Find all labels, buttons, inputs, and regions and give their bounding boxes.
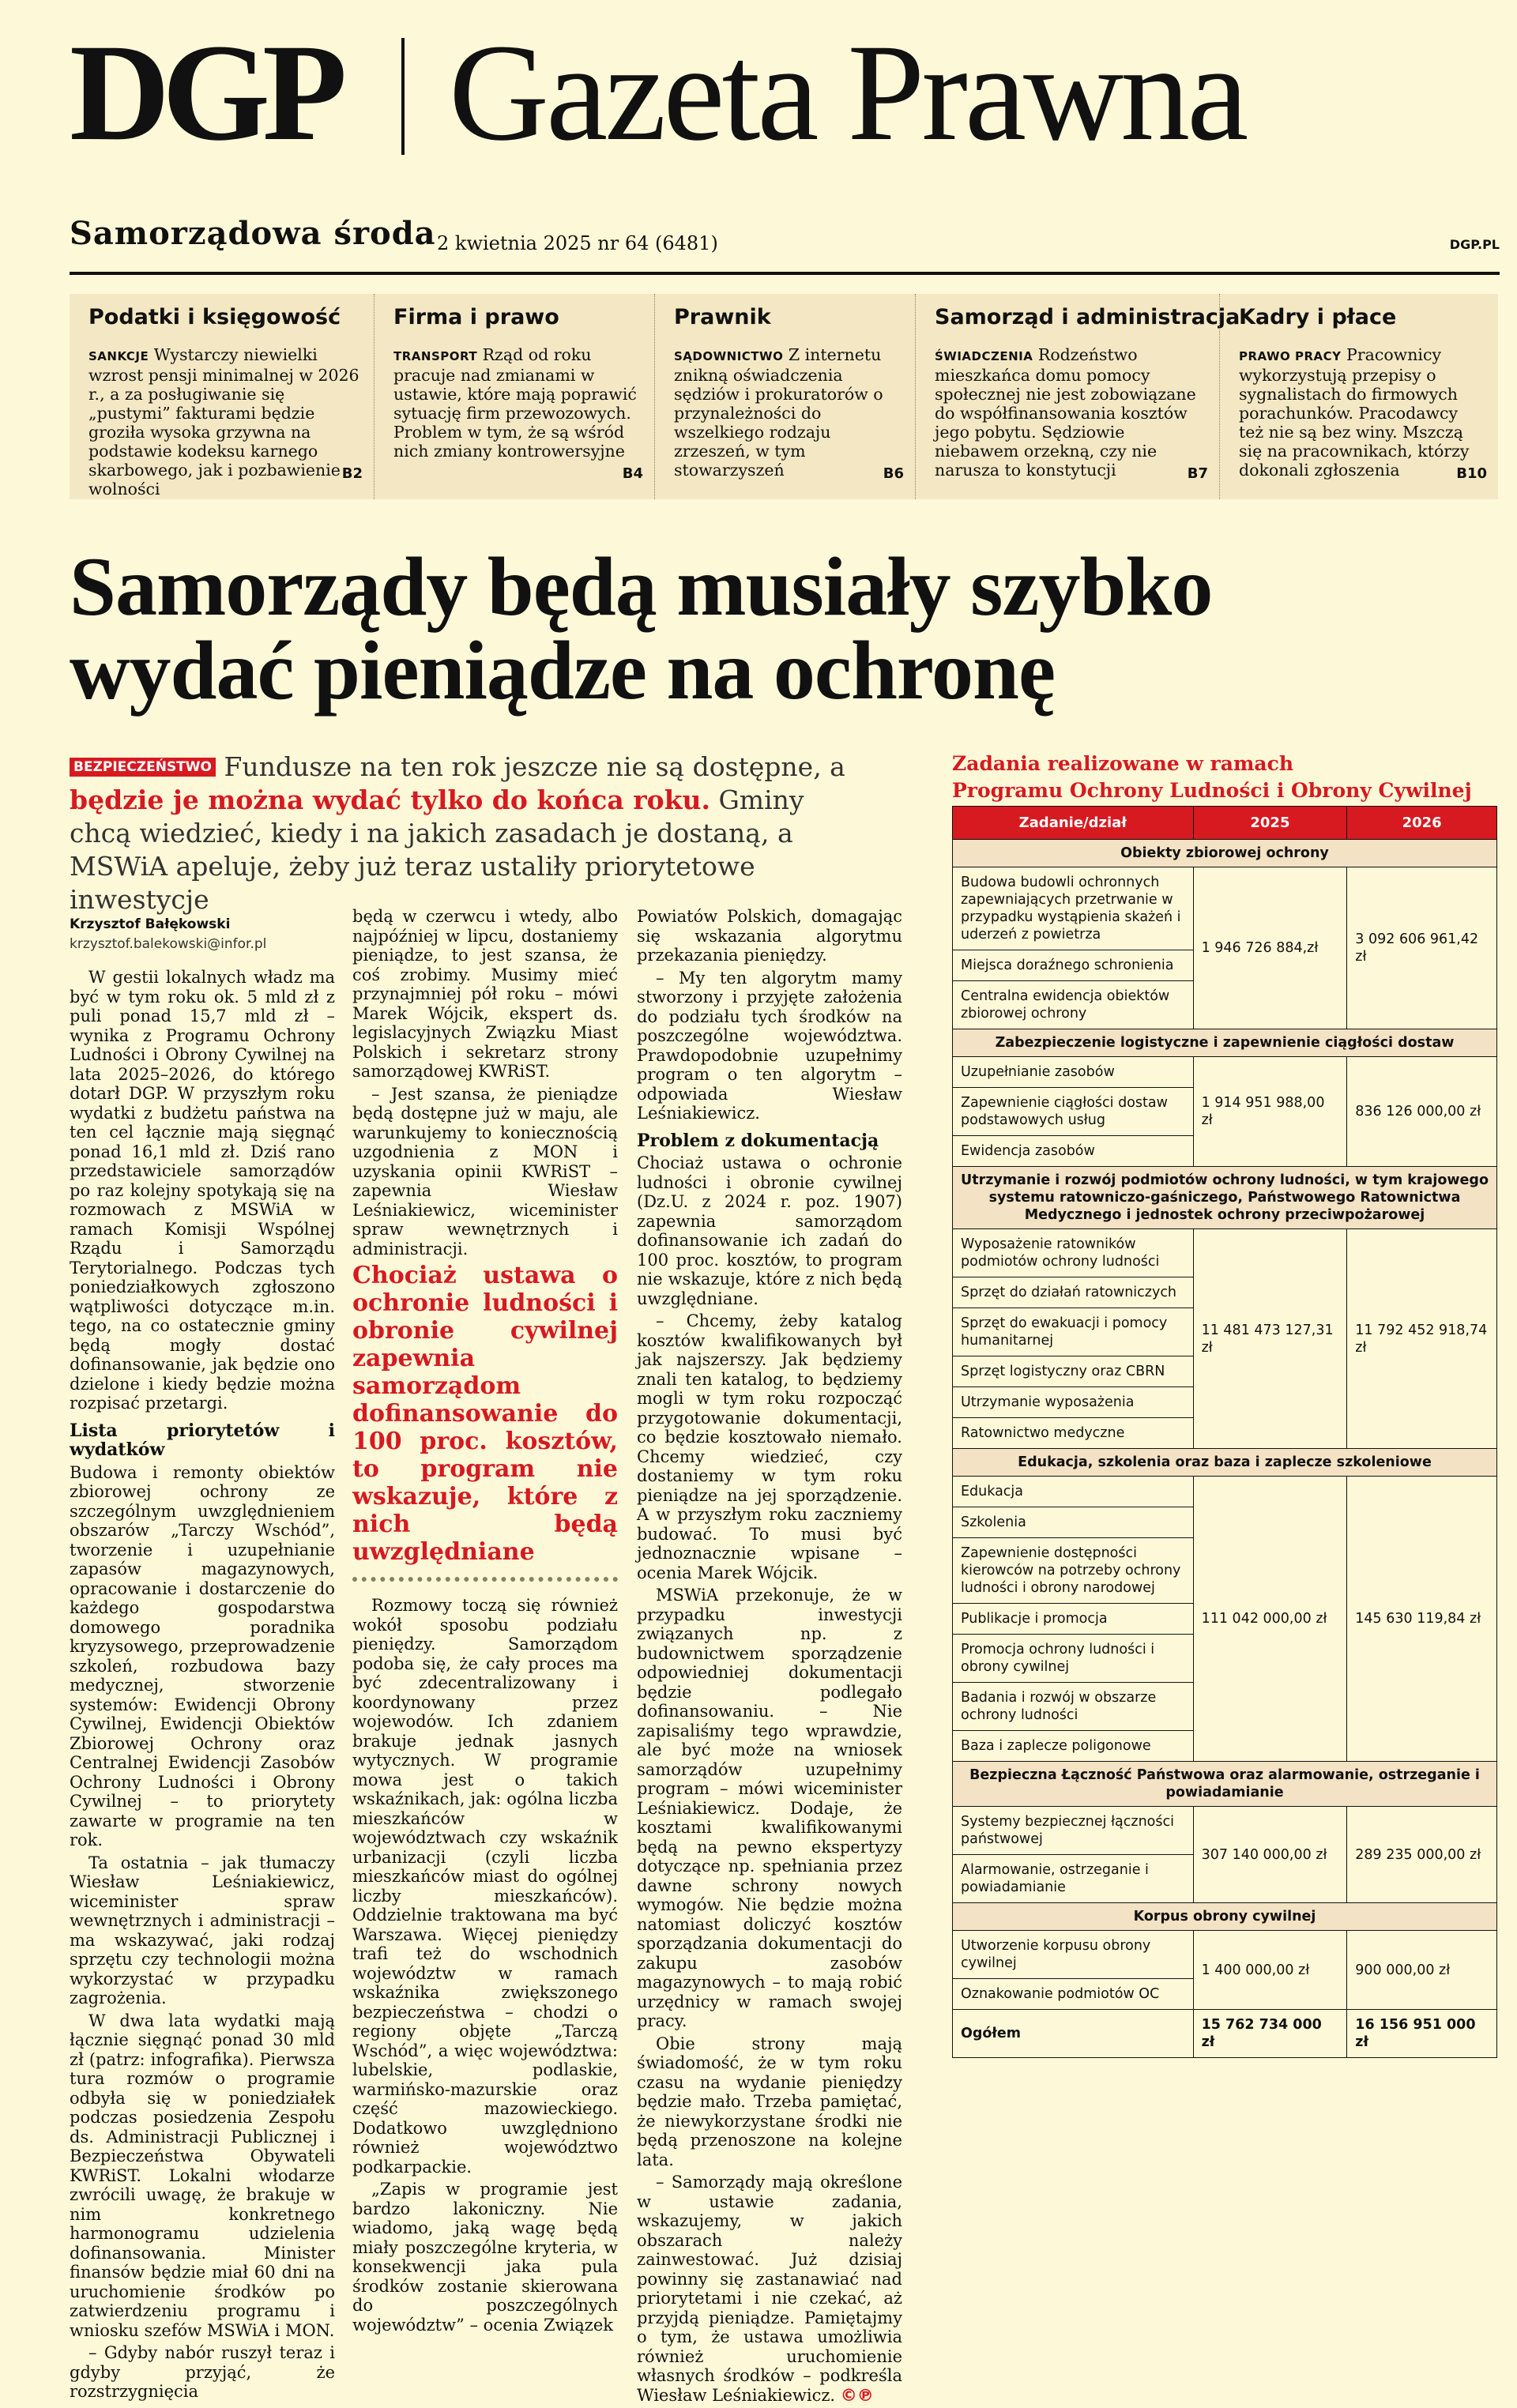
- teaser-title: Firma i prawo: [393, 305, 559, 329]
- teaser-page-ref[interactable]: B6: [883, 465, 904, 482]
- value-2026: 145 630 119,84 zł: [1347, 1477, 1497, 1762]
- paragraph: W gestii lokalnych władz ma być w tym roku ok. 5 mld zł z puli ponad 15,7 mld zł – wynika z Programu Ochrony Ludności i Obrony Cywilnej na lata 2025–2026, do którego dotarł DGP. W przyszłym roku wydatki z budżetu państwa na ten cel łącznie mają sięgnąć ponad 16,1 mld zł. Dziś rano przedstawiciele samorządów po raz kolejny spotykają się na rozmowach z MSWiA w ramach Komisji Wspólnej Rządu i Samorządu Terytorialnego. Podczas tych poniedziałkowych zgłoszono wątpliwości dotyczące m.in. tego, na co ostatecznie gminy będą mogły dostać dofinansowanie, jak będzie ono dzielone i kiedy będzie można rozpisać przetargi.: [70, 968, 335, 1413]
- article-column-1: [70, 915, 335, 2405]
- category-label: Korpus obrony cywilnej: [953, 1903, 1497, 1931]
- teaser-item[interactable]: [915, 294, 1240, 499]
- paragraph: Obie strony mają świadomość, że w tym roku czasu na wydanie pieniędzy będzie mało. Trzeba pamiętać, że niewykorzystane środki nie będą przenoszone na kolejne lata.: [637, 2034, 902, 2169]
- table-header-row: [953, 807, 1497, 840]
- lead-text-2: Gminy chcą wiedzieć, kiedy i na jakich zasadach je dostaną, a MSWiA apeluje, żeby już teraz ustaliły priorytetowe inwestycje: [70, 784, 804, 915]
- article-lead: [70, 751, 860, 916]
- task-item: Sprzęt do działań ratowniczych: [953, 1277, 1194, 1308]
- value-2025: 307 140 000,00 zł: [1193, 1807, 1347, 1903]
- paragraph: W dwa lata wydatki mają łącznie sięgnąć ponad 30 mld zł (patrz: infografika). Pierwsza tura rozmów o programie odbyła się w poniedziałek podczas posiedzenia Zespołu ds. Administracji Publicznej i Bezpieczeństwa Obywateli KWRiST. Lokalni włodarze zwrócili uwagę, że brakuje w nim konkretnego harmonogramu udzielenia dofinansowania. Minister finansów będzie miał 60 dni na uruchomienie środków po zatwierdzeniu programu i wniosku szefów MSWiA i MON.: [70, 2011, 335, 2340]
- task-item: Uzupełnianie zasobów: [953, 1057, 1194, 1088]
- teaser-kicker: ŚWIADCZENIA: [935, 349, 1033, 363]
- teaser-text: Rodzeństwo mieszkańca domu pomocy społecznej nie jest zobowiązane do współfinansowania kosztów jego pobytu. Sędziowie niebawem orzekną, czy nie narusza to konstytucji: [935, 345, 1196, 480]
- teaser-page-ref[interactable]: B2: [341, 465, 363, 482]
- value-2025: 1 946 726 884,zł: [1193, 867, 1347, 1029]
- paragraph: Chociaż ustawa o ochronie ludności i obronie cywilnej (Dz.U. z 2024 r. poz. 1907) zapewnia samorządom dofinansowanie ich zadań do 100 proc. kosztów, to program nie wskazuje, które z nich będą uwzględniane.: [637, 1153, 902, 1308]
- teaser-title: Samorząd i administracja: [935, 305, 1240, 329]
- byline-name: Krzysztof Bałękowski: [70, 916, 231, 932]
- task-item: Promocja ochrony ludności i obrony cywilnej: [953, 1635, 1194, 1683]
- masthead: [70, 16, 1500, 174]
- category-row: [953, 1167, 1497, 1229]
- teaser-item[interactable]: [1219, 294, 1498, 499]
- teaser-title: Kadry i płace: [1239, 305, 1397, 329]
- paragraph: Ta ostatnia – jak tłumaczy Wiesław Leśniakiewicz, wiceminister spraw wewnętrznych i administracji – ma wskazywać, jaki rodzaj sprzętu czy technologii można wykorzystać w przypadku zagrożenia.: [70, 1853, 335, 2007]
- infographic-title: [952, 751, 1497, 804]
- paragraph: – Jest szansa, że pieniądze będą dostępne już w maju, ale warunkujemy to koniecznością uzgodnienia z MON i uzyskania opinii KWRiST – zapewnia Wiesław Leśniakiewicz, wiceminister spraw wewnętrznych i administracji.: [352, 1084, 618, 1259]
- teaser-body: [674, 345, 902, 480]
- task-item: Oznakowanie podmiotów OC: [953, 1979, 1194, 2010]
- site-link[interactable]: DGP.PL: [1449, 237, 1500, 252]
- header-2025: 2025: [1193, 807, 1347, 840]
- header-task: Zadanie/dział: [953, 807, 1194, 840]
- value-2026: 900 000,00 zł: [1347, 1931, 1497, 2010]
- task-item: Centralna ewidencja obiektów zbiorowej ochrony: [953, 981, 1194, 1029]
- paragraph: – Gdyby nabór ruszył teraz i gdyby przyjąć, że rozstrzygnięcia: [70, 2343, 335, 2401]
- subhead: Problem z dokumentacją: [637, 1130, 879, 1151]
- teaser-title: Podatki i księgowość: [88, 305, 341, 329]
- category-row: [953, 1029, 1497, 1057]
- total-2025: 15 762 734 000 zł: [1193, 2010, 1347, 2058]
- paragraph: będą w czerwcu i wtedy, albo najpóźniej w lipcu, dostaniemy pieniądze, to jest szansa, że coś zrobimy. Musimy mieć przynajmniej pół roku – mówi Marek Wójcik, ekspert ds. legislacyjnych Związku Miast Polskich i sekretarz strony samorządowej KWRiST.: [352, 907, 618, 1081]
- task-item: Systemy bezpiecznej łączności państwowej: [953, 1807, 1194, 1855]
- table-body: [953, 840, 1497, 2058]
- value-2026: 289 235 000,00 zł: [1347, 1807, 1497, 1903]
- task-item: Publikacje i promocja: [953, 1604, 1194, 1635]
- category-row: [953, 1449, 1497, 1477]
- task-item: Utrzymanie wyposażenia: [953, 1387, 1194, 1418]
- value-2025: 1 914 951 988,00 zł: [1193, 1057, 1347, 1167]
- teaser-title: Prawnik: [674, 305, 771, 329]
- teaser-text: Z internetu znikną oświadczenia sędziów i prokuratorów o przynależności do wszelkiego rodzaju zrzeszeń, w tym stowarzyszeń: [674, 345, 883, 480]
- value-2025: 111 042 000,00 zł: [1193, 1477, 1347, 1762]
- value-2026: 11 792 452 918,74 zł: [1347, 1229, 1497, 1449]
- value-2026: 836 126 000,00 zł: [1347, 1057, 1497, 1167]
- table-row: [953, 1807, 1497, 1855]
- teaser-text: Rząd od roku pracuje nad zmianami w ustawie, które mają poprawić sytuację firm przewozowych. Problem w tym, że są wśród nich zmiany kontrowersyjne: [393, 345, 637, 461]
- task-item: Budowa budowli ochronnych zapewniających przetrwanie w przypadku wystąpienia skażeń i uderzeń z powietrza: [953, 867, 1194, 950]
- task-item: Wyposażenie ratowników podmiotów ochrony ludności: [953, 1229, 1194, 1277]
- section-name: Samorządowa środa: [70, 215, 436, 252]
- infographic-table: [952, 806, 1497, 2058]
- logo-dgp[interactable]: DGP: [70, 16, 340, 170]
- category-row: [953, 1903, 1497, 1931]
- category-row: [953, 1762, 1497, 1807]
- headline-line-1: Samorządy będą musiały szybko: [70, 540, 1213, 633]
- end-mark-icon: ©℗: [840, 2385, 874, 2405]
- task-item: Sprzęt logistyczny oraz CBRN: [953, 1356, 1194, 1387]
- total-2026: 16 156 951 000 zł: [1347, 2010, 1497, 2058]
- task-item: Ewidencja zasobów: [953, 1136, 1194, 1167]
- total-row: [953, 2010, 1497, 2058]
- teaser-body: [393, 345, 642, 461]
- total-label: Ogółem: [953, 2010, 1194, 2058]
- masthead-rule: [70, 272, 1500, 275]
- main-headline: [70, 540, 1492, 717]
- teaser-item[interactable]: [374, 294, 654, 499]
- paragraph: [637, 2173, 902, 2405]
- task-item: Zapewnienie dostępności kierowców na potrzeby ochrony ludności i obrony narodowej: [953, 1538, 1194, 1604]
- task-item: Badania i rozwój w obszarze ochrony ludności: [953, 1683, 1194, 1731]
- category-label: Obiekty zbiorowej ochrony: [953, 840, 1497, 867]
- infographic-title-line-2: Programu Ochrony Ludności i Obrony Cywilnej: [952, 779, 1472, 802]
- header-2026: 2026: [1347, 807, 1497, 840]
- task-item: Sprzęt do ewakuacji i pomocy humanitarnej: [953, 1308, 1194, 1356]
- logo-name[interactable]: Gazeta Prawna: [449, 16, 1246, 170]
- paragraph: – My ten algorytm mamy stworzony i przyjęte założenia do podziału tych środków na poszczególne województwa. Prawdopodobnie uzupełnimy program o ten algorytm – odpowiada Wiesław Leśniakiewicz.: [637, 968, 902, 1123]
- category-label: Utrzymanie i rozwój podmiotów ochrony ludności, w tym krajowego systemu ratowniczo-gaśniczego, Państwowego Ratownictwa Medycznego i jednostek ochrony przeciwpożarowej: [953, 1167, 1497, 1229]
- lead-emphasis: będzie je można wydać tylko do końca roku.: [70, 784, 710, 815]
- paragraph: MSWiA przekonuje, że w przypadku inwestycji związanych np. z budownictwem sporządzenie odpowiedniej dokumentacji będzie podlegało dofinansowaniu. – Nie zapisaliśmy tego wprawdzie, ale być może na wniosek samorządów uzupełnimy program – mówi wiceminister Leśniakiewicz. Dodaje, że kosztami kwalifikowanymi będą na pewno ekspertyzy dotyczące np. spełniania przez dawne schrony nowych wymogów. Nie będzie można natomiast doliczyć kosztów sporządzania dokumentacji do zakupu zasobów magazynowych – to mają robić urzędnicy w ramach swojej pracy.: [637, 1586, 902, 2030]
- article-column-2: [352, 907, 618, 2338]
- paragraph: Powiatów Polskich, domagając się wskazania algorytmu przekazania pieniędzy.: [637, 907, 902, 965]
- value-2026: 3 092 606 961,42 zł: [1347, 867, 1497, 1029]
- task-item: Edukacja: [953, 1477, 1194, 1507]
- byline-email[interactable]: krzysztof.balekowski@infor.pl: [70, 935, 267, 952]
- pull-quote: Chociaż ustawa o ochronie ludności i obronie cywilnej zapewnia samorządom dofinansowanie do 100 proc. kosztów, to program nie wskazuje, które z nich będą uwzględniane: [352, 1262, 618, 1582]
- table-row: [953, 1477, 1497, 1507]
- teaser-kicker: SANKCJE: [88, 349, 149, 363]
- category-label: Edukacja, szkolenia oraz baza i zaplecze szkoleniowe: [953, 1449, 1497, 1477]
- table-row: [953, 867, 1497, 950]
- task-item: Szkolenia: [953, 1507, 1194, 1538]
- headline-line-2: wydać pieniądze na ochronę: [70, 624, 1056, 717]
- task-item: Zapewnienie ciągłości dostaw podstawowych usług: [953, 1088, 1194, 1136]
- logo-divider: [401, 38, 405, 155]
- table-row: [953, 1931, 1497, 1979]
- table-row: [953, 1229, 1497, 1277]
- lead-text-1: Fundusze na ten rok jeszcze nie są dostępne, a: [215, 751, 845, 782]
- masthead-subline: [70, 215, 1500, 258]
- issue-date: 2 kwietnia 2025 nr 64 (6481): [437, 232, 718, 254]
- teaser-item[interactable]: [654, 294, 915, 499]
- lead-kicker: BEZPIECZEŃSTWO: [70, 758, 216, 777]
- task-item: Utworzenie korpusu obrony cywilnej: [953, 1931, 1194, 1979]
- teaser-body: [935, 345, 1206, 480]
- teaser-text: Pracownicy wykorzystują przepisy o sygnalistach do firmowych porachunków. Pracodawcy też nie są bez winy. Mszczą się na pracownikach, którzy dokonali zgłoszenia: [1239, 345, 1470, 480]
- teaser-page-ref[interactable]: B7: [1187, 465, 1208, 482]
- task-item: Alarmowanie, ostrzeganie i powiadamianie: [953, 1855, 1194, 1903]
- paragraph: Budowa i remonty obiektów zbiorowej ochrony ze szczególnym uwzględnieniem obszarów „Tarczy Wschód”, tworzenie i uzupełnianie zapasów magazynowych, opracowanie i dostarczenie do każdego gospodarstwa domowego poradnika kryzysowego, przeprowadzenie szkoleń, rozbudowa bazy medycznej, stworzenie systemów: Ewidencji Obrony Cywilnej, Ewidencji Obiektów Zbiorowej Ochrony oraz Centralnej Ewidencji Zasobów Ochrony Ludności i Obrony Cywilnej – to priorytety zawarte w programie na ten rok.: [70, 1462, 335, 1849]
- paragraph-text: – Samorządy mają określone w ustawie zadania, wskazujemy, w jakich obszarach należy zainwestować. Już dzisiaj powinny się zastanawiać nad priorytetami i nie czekać, aż przyjdą pieniądze. Pamiętajmy o tym, że ustawa umożliwia również uruchomienie własnych środków – podkreśla Wiesław Leśniakiewicz.: [637, 2173, 902, 2405]
- teaser-page-ref[interactable]: B10: [1456, 465, 1487, 482]
- teaser-bar: [70, 294, 1498, 499]
- paragraph: „Zapis w programie jest bardzo lakoniczny. Nie wiadomo, jaką wagę będą miały poszczególne kryteria, w konsekwencji jaka pula środków zostanie skierowana do poszczególnych województw” – ocenia Związek: [352, 2180, 618, 2335]
- paragraph: Rozmowy toczą się również wokół sposobu podziału pieniędzy. Samorządom podoba się, że cały proces ma być zdecentralizowany i koordynowany przez wojewodów. Ich zdaniem brakuje jednak jasnych wytycznych. W programie mowa jest o takich wskaźnikach, jak: ogólna liczba mieszkańców w województwach czy wskaźnik urbanizacji (czyli liczba mieszkańców miast do ogólnej liczby mieszkańców). Oddzielnie traktowana ma być Warszawa. Więcej pieniędzy trafi też do wschodnich województw w ramach wskaźnika zwiększonego bezpieczeństwa – chodzi o regiony objęte „Tarczą Wschód”, a więc województwa: lubelskie, podlaskie, warmińsko-mazurskie oraz część mazowieckiego. Dodatkowo uwzględniono również województwo podkarpackie.: [352, 1596, 618, 2177]
- value-2025: 11 481 473 127,31 zł: [1193, 1229, 1347, 1449]
- teaser-kicker: PRAWO PRACY: [1239, 349, 1342, 363]
- task-item: Baza i zaplecze poligonowe: [953, 1731, 1194, 1762]
- teaser-text: Wystarczy niewielki wzrost pensji minimalnej w 2026 r., a za posługiwanie się „pustymi” fakturami będzie groziła wysoka grzywna na podstawie kodeksu karnego skarbowego, jak i pozbawienie wolności: [88, 345, 359, 499]
- teaser-body: [1239, 345, 1485, 480]
- teaser-page-ref[interactable]: B4: [622, 465, 643, 482]
- category-label: Bezpieczna Łączność Państwowa oraz alarmowanie, ostrzeganie i powiadamianie: [953, 1762, 1497, 1807]
- category-row: [953, 840, 1497, 867]
- paragraph: – Chcemy, żeby katalog kosztów kwalifikowanych był jak najszerszy. Jak będziemy znali ten katalog, to będziemy mogli w tym roku rozpocząć przygotowanie dokumentacji, co będzie kosztowało niemało. Chcemy wiedzieć, czy dostaniemy w tym roku pieniądze na jej sporządzenie. A w przyszłym roku zaczniemy budować. To musi być jednoznacznie wpisane – ocenia Marek Wójcik.: [637, 1311, 902, 1582]
- subhead: Lista priorytetów i wydatków: [70, 1420, 335, 1460]
- infographic-title-line-1: Zadania realizowane w ramach: [952, 752, 1293, 775]
- teaser-kicker: TRANSPORT: [393, 349, 478, 363]
- table-row: [953, 1057, 1497, 1088]
- article-column-3: [637, 907, 902, 2408]
- value-2025: 1 400 000,00 zł: [1193, 1931, 1347, 2010]
- teaser-kicker: SĄDOWNICTWO: [674, 349, 784, 363]
- teaser-item[interactable]: [70, 294, 374, 499]
- teaser-body: [88, 345, 361, 499]
- category-label: Zabezpieczenie logistyczne i zapewnienie ciągłości dostaw: [953, 1029, 1497, 1057]
- task-item: Miejsca doraźnego schronienia: [953, 950, 1194, 981]
- task-item: Ratownictwo medyczne: [953, 1418, 1194, 1449]
